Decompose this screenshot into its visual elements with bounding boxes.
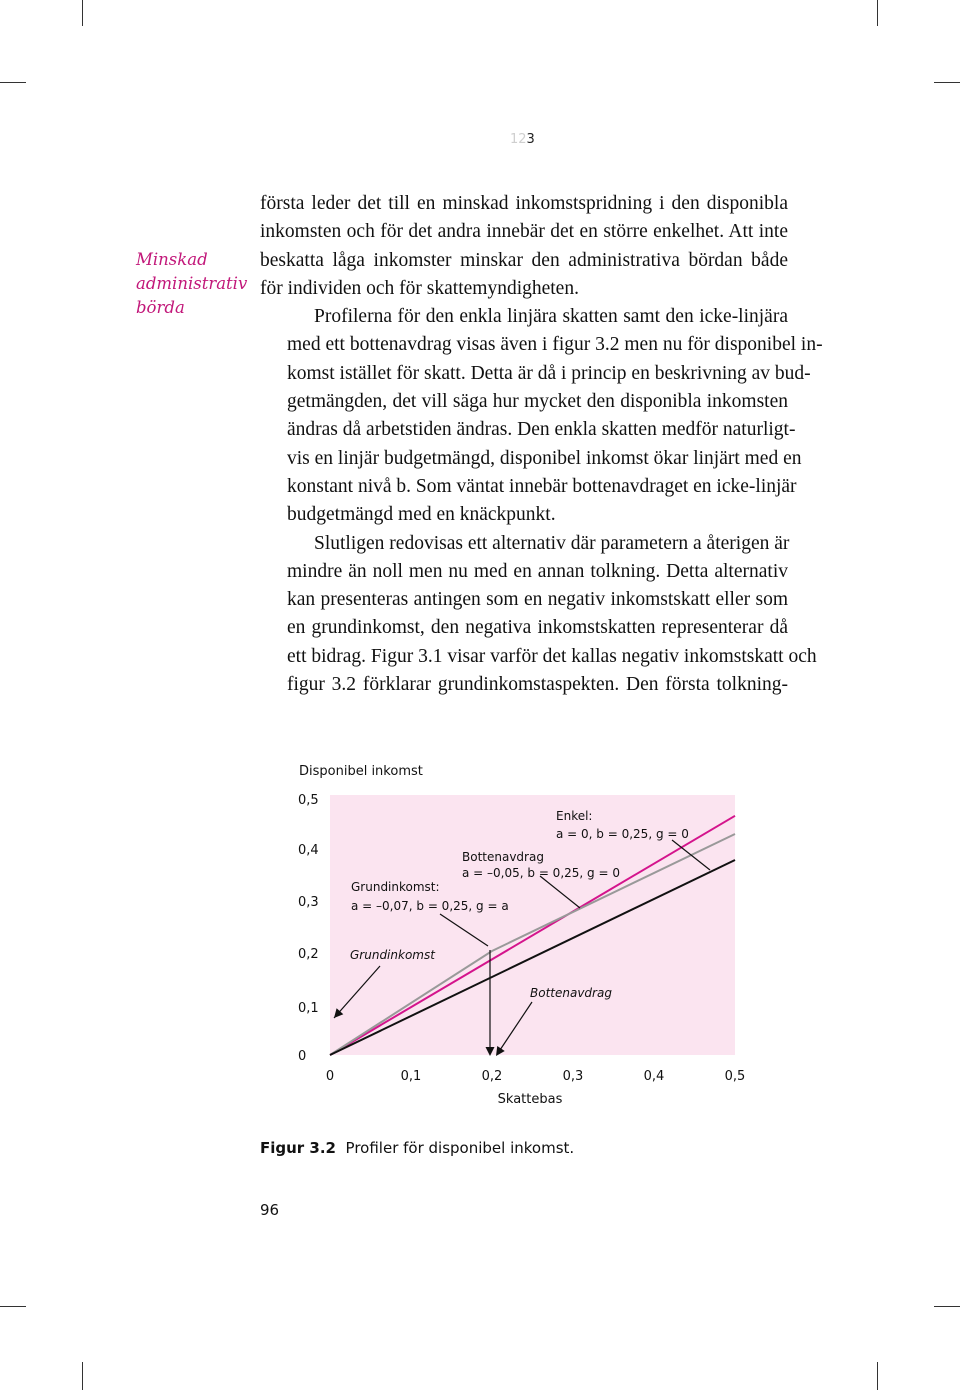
figure-caption	[260, 1139, 574, 1157]
y-tick-label: 0,5	[298, 793, 319, 808]
annotation-label: a = 0, b = 0,25, g = 0	[556, 827, 689, 841]
annotation-label: Bottenavdrag	[462, 850, 544, 864]
text-line: första leder det till en minskad inkomstspridning i den disponibla	[260, 193, 788, 214]
text-line: konstant nivå b. Som väntat innebär bottenavdraget en icke-linjär	[287, 475, 797, 497]
running-page-label	[510, 132, 535, 147]
page-label-ghost: 12	[510, 132, 527, 147]
disposable-income-chart	[240, 750, 780, 1120]
text-line: figur 3.2 förklarar grundinkomstaspekten. Den första tolkning-	[287, 674, 788, 696]
crop-mark	[877, 1362, 878, 1390]
text-line: en grundinkomst, den negativa inkomstskatten representerar då	[287, 617, 788, 639]
text-line: beskatta låga inkomster minskar den administrativa bördan både	[260, 249, 788, 271]
caption-label: Figur 3.2	[260, 1139, 336, 1157]
body-text	[260, 190, 823, 699]
text-line: vis en linjär budgetmängd, disponibel inkomst ökar linjärt med en	[287, 447, 802, 469]
y-tick-label: 0,2	[298, 947, 319, 962]
margin-note	[136, 248, 246, 320]
y-tick-label: 0,1	[298, 1001, 319, 1016]
x-tick-label: 0,5	[724, 1069, 746, 1084]
page-number: 96	[260, 1201, 280, 1219]
annotation-label: a = –0,07, b = 0,25, g = a	[351, 899, 509, 913]
text-line: Profilerna för den enkla linjära skatten samt den icke-linjära	[314, 306, 788, 328]
margin-note-line: administrativ	[136, 274, 248, 293]
x-tick-label: 0	[325, 1069, 335, 1084]
margin-note-line: börda	[136, 298, 185, 317]
text-line: komst istället för skatt. Detta är då i princip en beskrivning av bud-	[287, 362, 811, 384]
x-tick-label: 0,3	[562, 1069, 584, 1084]
y-axis-label: Disponibel inkomst	[299, 764, 423, 779]
crop-mark	[934, 1306, 960, 1307]
x-axis-label: Skattebas	[497, 1092, 563, 1107]
crop-mark	[934, 82, 960, 83]
text-line: mindre än noll men nu med en annan tolkning. Detta alternativ	[287, 560, 788, 582]
crop-mark	[0, 1306, 26, 1307]
series-label: Grundinkomst	[350, 948, 435, 962]
text-line: budgetmängd med en knäckpunkt.	[287, 504, 556, 526]
y-tick-label: 0,4	[298, 843, 319, 858]
x-tick-label: 0,1	[400, 1069, 422, 1084]
text-line: för individen och för skattemyndigheten.	[260, 277, 579, 299]
paragraph	[260, 530, 817, 700]
crop-mark	[82, 1362, 83, 1390]
text-line: getmängden, det vill säga hur mycket den disponibla inkomsten	[287, 391, 788, 413]
text-line: ett bidrag. Figur 3.1 visar varför det kallas negativ inkomstskatt och	[287, 645, 817, 667]
text-line: kan presenteras antingen som en negativ inkomstskatt eller som	[287, 589, 788, 611]
text-line: med ett bottenavdrag visas även i figur 3.2 men nu för disponibel in-	[287, 334, 823, 356]
annotation-label: a = –0,05, b = 0,25, g = 0	[462, 866, 620, 880]
text-line: ändras då arbetstiden ändras. Den enkla skatten medför naturligt-	[287, 419, 796, 441]
paragraph	[260, 190, 788, 303]
annotation-label: Grundinkomst:	[351, 880, 440, 894]
crop-mark	[82, 0, 83, 26]
figure	[240, 750, 780, 1125]
y-tick-label: 0	[298, 1049, 307, 1064]
series-label: Bottenavdrag	[530, 986, 612, 1000]
text-line: inkomsten och för det andra innebär det en större enkelhet. Att inte	[260, 221, 788, 243]
y-tick-label: 0,3	[298, 895, 319, 910]
crop-mark	[0, 82, 26, 83]
annotation-label: Enkel:	[556, 809, 593, 823]
crop-mark	[877, 0, 878, 26]
page-label: 3	[526, 132, 535, 147]
caption-text: Profiler för disponibel inkomst.	[345, 1139, 575, 1157]
margin-note-line: Minskad	[136, 250, 208, 269]
paragraph	[260, 303, 823, 529]
x-tick-label: 0,2	[481, 1069, 503, 1084]
x-tick-label: 0,4	[643, 1069, 665, 1084]
text-line: Slutligen redovisas ett alternativ där parametern a återigen är	[314, 532, 790, 554]
